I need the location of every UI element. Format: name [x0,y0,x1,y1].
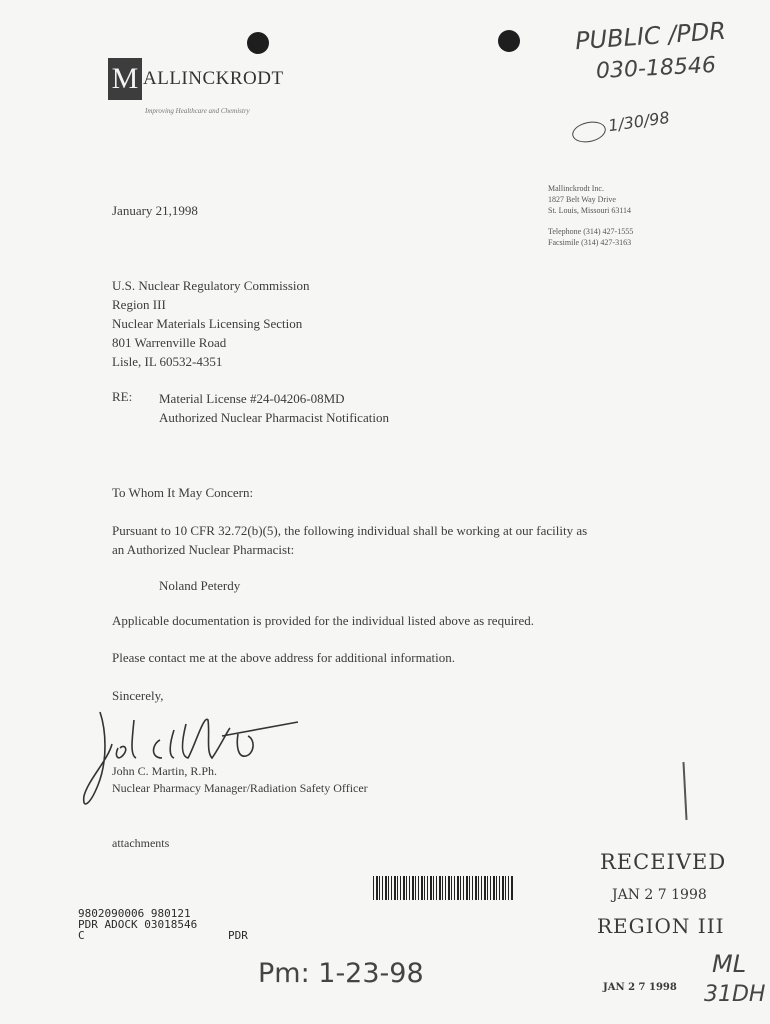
received-stamp-title: RECEIVED [600,850,727,874]
paragraph-1 [112,521,587,559]
closing: Sincerely, [112,688,164,703]
handwritten-date-note: 1/30/98 [606,107,671,136]
individual-name: Noland Peterdy [159,578,241,593]
recipient-line: Region III [112,297,166,312]
docket-block [78,907,248,942]
docket-line-1: 9802090006 980121 [78,907,191,920]
recipient-line: U.S. Nuclear Regulatory Commission [112,278,310,293]
recipient-line: Lisle, IL 60532-4351 [112,354,223,369]
paragraph-1-line: Pursuant to 10 CFR 32.72(b)(5), the following individual shall be working at our facility as [112,523,588,538]
paragraph-2: Applicable documentation is provided for the individual listed above as required. [112,613,535,628]
recipient-line: Nuclear Materials Licensing Section [112,316,303,331]
docket-line-3 [78,929,248,942]
margin-pen-mark [682,762,687,820]
letter-date: January 21,1998 [112,203,198,218]
signer-title: Nuclear Pharmacy Manager/Radiation Safety Officer [112,781,368,795]
paragraph-3: Please contact me at the above address for additional information. [112,650,455,665]
company-logo-name: ALLINCKRODT [143,68,284,89]
sender-address-line: Mallinckrodt Inc. [548,184,604,193]
received-stamp-region: REGION III [597,914,725,938]
signer-name: John C. Martin, R.Ph. [112,764,218,778]
sender-address-line: 1827 Belt Way Drive [548,195,616,204]
re-label: RE: [112,389,133,404]
docket-line-3-right: PDR [228,929,248,942]
document-barcode [373,876,513,900]
docket-line-2: PDR ADOCK 03018546 [78,918,198,931]
received-stamp-date: JAN 2 7 1998 [612,887,707,903]
salutation: To Whom It May Concern: [112,485,254,500]
sender-fax: Facsimile (314) 427-3163 [548,238,632,247]
company-logo-mark: M [108,58,142,100]
circled-initials-icon [570,119,607,146]
signature-drawing [78,700,318,820]
handwritten-pm-note: Pm: 1-23-98 [258,958,424,989]
docket-line-3-left: C [78,929,85,942]
re-subject-line: Material License #24-04206-08MD [159,391,345,406]
paragraph-1-line: an Authorized Nuclear Pharmacist: [112,542,295,557]
recipient-address [112,276,310,371]
sender-address [548,183,633,248]
company-tagline: Improving Healthcare and Chemistry [145,107,250,115]
handwritten-ml: ML [712,950,747,978]
re-subject [159,389,389,427]
punch-hole-right [498,30,520,52]
recipient-line: 801 Warrenville Road [112,335,227,350]
handwritten-public-pdr: PUBLIC /PDR [574,16,727,56]
re-subject-line: Authorized Nuclear Pharmacist Notification [159,410,389,425]
handwritten-code: 31DH [704,982,766,1007]
attachments-note: attachments [112,836,170,850]
bottom-date-stamp: JAN 2 7 1998 [603,982,677,993]
punch-hole-left [247,32,269,54]
sender-phone: Telephone (314) 427-1555 [548,227,634,236]
sender-address-line: St. Louis, Missouri 63114 [548,206,632,215]
handwritten-docket-number: 030-18546 [595,52,717,85]
